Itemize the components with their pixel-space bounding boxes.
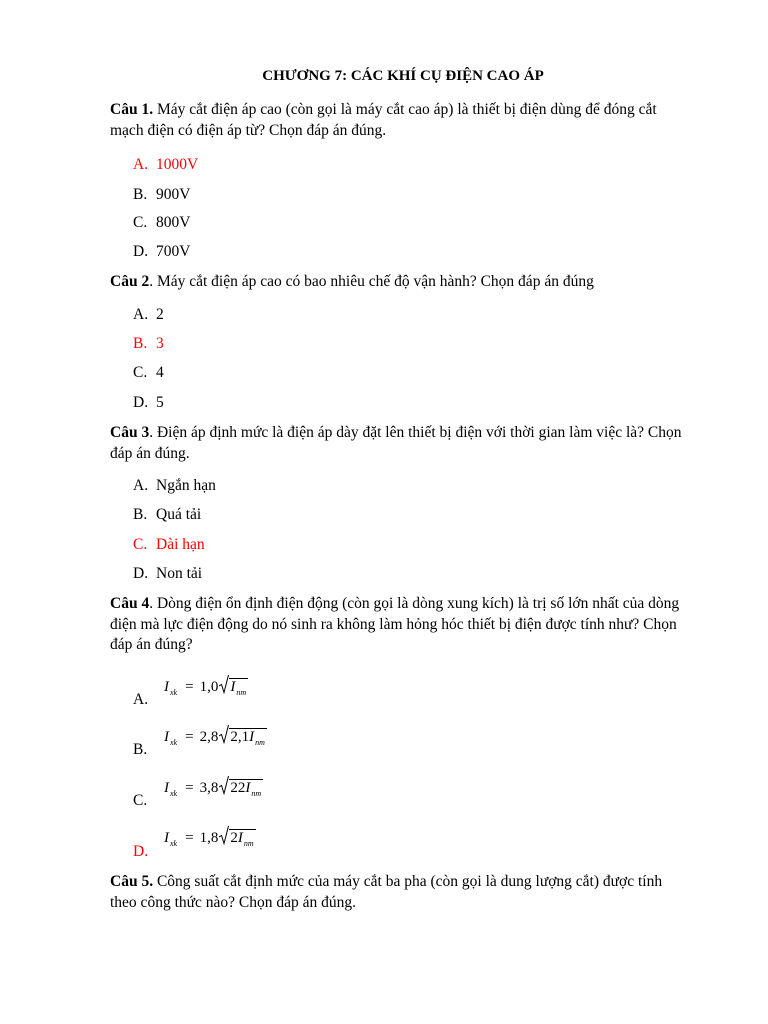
question-text: . Máy cắt điện áp cao có bao nhiêu chế độ vận hành? Chọn đáp án đúng	[149, 273, 594, 290]
formula-lhs-subscript: xk	[170, 738, 178, 747]
option-text: Non tải	[156, 565, 203, 582]
formula-lhs: I	[164, 679, 169, 695]
formula-coefficient: 1,0	[199, 679, 219, 695]
question-label: Câu 4	[110, 595, 150, 612]
option-letter: C.	[133, 792, 148, 809]
formula-equals: =	[185, 830, 194, 846]
radicand-variable: I	[249, 729, 255, 745]
q3-option-a[interactable]	[133, 476, 216, 496]
q2-option-a[interactable]	[133, 305, 164, 325]
formula-coefficient: 1,8	[199, 830, 219, 846]
formula-equals: =	[185, 780, 194, 796]
question-label: Câu 3	[110, 424, 150, 441]
question-2	[110, 272, 690, 293]
formula-radicand	[229, 829, 255, 852]
formula-lhs-subscript: xk	[170, 839, 178, 848]
q3-option-b[interactable]	[133, 505, 201, 525]
option-letter: A.	[133, 477, 149, 494]
option-letter: D.	[133, 243, 149, 260]
formula-lhs: I	[164, 780, 169, 796]
option-text: Quá tải	[156, 506, 202, 523]
question-label: Câu 5.	[110, 873, 154, 890]
option-text: 2	[156, 306, 164, 323]
option-letter: D.	[133, 565, 149, 582]
radicand-subscript: nm	[243, 839, 254, 848]
q1-option-c[interactable]	[133, 213, 190, 233]
q4-formula-a	[164, 674, 248, 702]
q1-option-a[interactable]	[133, 155, 198, 175]
q1-option-b[interactable]	[133, 185, 190, 205]
question-text: Máy cắt điện áp cao (còn gọi là máy cắt cao áp) là thiết bị điện dùng để đóng cắt mạch điện có điện áp từ? Chọn đáp án đúng.	[110, 101, 657, 139]
option-letter: C.	[133, 214, 148, 231]
q4-formula-c	[164, 775, 263, 803]
option-text: 800V	[156, 214, 191, 231]
option-text: 4	[156, 364, 164, 381]
radicand-coefficient: 22	[230, 780, 246, 796]
q2-option-d[interactable]	[133, 393, 164, 413]
formula-lhs: I	[164, 830, 169, 846]
option-text: 1000V	[156, 156, 199, 173]
question-text: Công suất cắt định mức của máy cắt ba pha (còn gọi là dung lượng cắt) được tính theo công thức nào? Chọn đáp án đúng.	[110, 873, 663, 911]
radicand-subscript: nm	[236, 688, 247, 697]
question-3	[110, 423, 690, 464]
radicand-coefficient: 2,1	[230, 729, 250, 745]
q3-option-d[interactable]	[133, 564, 202, 584]
question-text: . Dòng điện ổn định điện động (còn gọi là dòng xung kích) là trị số lớn nhất của dòng điện mà lực điện động do nó sinh ra không làm hỏng hóc thiết bị điện được tính như? Chọn đáp án đúng?	[110, 595, 680, 653]
radicand-variable: I	[237, 830, 243, 846]
option-letter: B.	[133, 506, 148, 523]
formula-radicand	[229, 728, 267, 751]
formula-equals: =	[185, 729, 194, 745]
q4-formula-d	[164, 825, 256, 853]
q2-option-b[interactable]	[133, 334, 164, 354]
formula-equals: =	[185, 679, 194, 695]
radicand-variable: I	[230, 679, 236, 695]
q4-option-c[interactable]	[133, 791, 147, 811]
q4-formula-b	[164, 724, 267, 752]
question-1	[110, 100, 690, 141]
square-root-icon	[219, 724, 229, 744]
option-letter: C.	[133, 536, 148, 553]
q4-option-a[interactable]	[133, 690, 148, 710]
q4-option-d[interactable]	[133, 842, 148, 862]
radicand-subscript: nm	[251, 789, 262, 798]
formula-radicand	[229, 678, 248, 701]
option-text: Ngắn hạn	[156, 477, 216, 494]
radicand-coefficient: 2	[230, 830, 238, 846]
chapter-title: CHƯƠNG 7: CÁC KHÍ CỤ ĐIỆN CAO ÁP	[262, 68, 544, 84]
square-root-icon	[219, 825, 229, 845]
option-letter: B.	[133, 186, 148, 203]
option-text: 3	[156, 335, 164, 352]
formula-coefficient: 3,8	[199, 780, 219, 796]
q1-option-d[interactable]	[133, 242, 190, 262]
option-letter: A.	[133, 156, 149, 173]
option-text: 5	[156, 394, 164, 411]
formula-lhs-subscript: xk	[170, 688, 178, 697]
formula-radicand	[229, 779, 263, 802]
option-letter: D.	[133, 843, 149, 860]
option-text: Dài hạn	[156, 536, 205, 553]
option-letter: B.	[133, 335, 148, 352]
option-text: 700V	[156, 243, 191, 260]
option-letter: B.	[133, 741, 148, 758]
formula-lhs: I	[164, 729, 169, 745]
question-text: . Điện áp định mức là điện áp dày đặt lên thiết bị điện với thời gian làm việc là? Chọn đáp án đúng.	[110, 424, 682, 462]
option-letter: C.	[133, 364, 148, 381]
radicand-variable: I	[245, 780, 251, 796]
option-letter: A.	[133, 306, 149, 323]
q2-option-c[interactable]	[133, 363, 164, 383]
formula-coefficient: 2,8	[199, 729, 219, 745]
option-text: 900V	[156, 186, 191, 203]
option-letter: D.	[133, 394, 149, 411]
question-label: Câu 2	[110, 273, 150, 290]
q3-option-c[interactable]	[133, 535, 205, 555]
square-root-icon	[219, 775, 229, 795]
formula-lhs-subscript: xk	[170, 789, 178, 798]
square-root-icon	[219, 674, 229, 694]
radicand-subscript: nm	[255, 738, 265, 747]
question-5	[110, 872, 690, 913]
option-letter: A.	[133, 691, 149, 708]
question-4	[110, 594, 690, 656]
q4-option-b[interactable]	[133, 740, 147, 760]
question-label: Câu 1.	[110, 101, 154, 118]
